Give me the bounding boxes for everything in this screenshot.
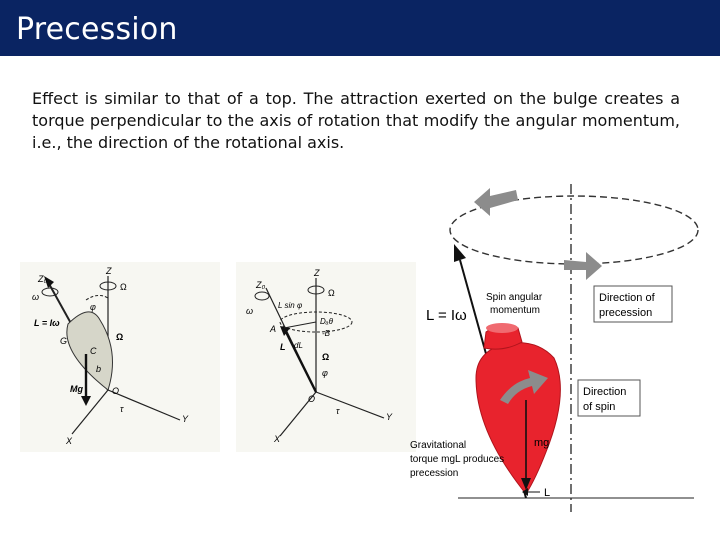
mid-label-y: Y (386, 412, 393, 422)
middle-precession-diagram (236, 262, 416, 452)
label-b: b (96, 364, 102, 374)
mid-label-phi: φ (322, 368, 328, 378)
grav-torque-line3: precession (410, 468, 459, 479)
body-paragraph: Effect is similar to that of a top. The attraction exerted on the bulge creates a torque perpendicular to the axis of rotation that modify the angular momentum, i.e., the direction of the rotational axis. (32, 89, 680, 152)
mid-label-tau: τ (336, 406, 340, 416)
mid-label-a: A (270, 324, 277, 334)
label-y: Y (182, 414, 189, 424)
title-bar (0, 0, 720, 56)
label-g: G (60, 336, 68, 346)
label-phi: φ (90, 302, 96, 312)
label-omega-small: ω (32, 292, 40, 302)
mid-label-l-sin-phi: L sin φ (278, 301, 303, 310)
label-omega-big: Ω (120, 282, 127, 292)
label-z0: Z₀ (38, 274, 48, 284)
label-c: C (90, 346, 97, 356)
direction-precession-line1: Direction of (599, 292, 655, 304)
mid-label-dl: dL (294, 341, 303, 350)
grav-torque-line1: Gravitational (410, 440, 467, 451)
label-l-eq: L = Iω (34, 318, 60, 328)
mid-label-o: O (308, 394, 316, 404)
label-omega-bold: Ω (116, 332, 124, 342)
direction-spin-line1: Direction (583, 386, 627, 398)
mid-label-x: X (274, 434, 281, 444)
label-x: X (66, 436, 73, 446)
precession-arrow-top (474, 188, 518, 216)
grav-torque-line2: torque mgL produces (410, 454, 505, 465)
mid-label-b-minus: -B (322, 329, 330, 338)
mid-label-z0: Z₀ (256, 280, 266, 290)
mid-label-d: Dₐθ (320, 317, 333, 326)
red-spinning-top (476, 323, 560, 494)
label-mg: Mg (70, 384, 83, 394)
mid-label-omega-small: ω (246, 306, 254, 316)
right-l-eq: L = Iω (426, 307, 467, 324)
left-top-diagram (20, 262, 220, 452)
slide-title: Precession (16, 12, 178, 47)
mid-label-omega-big: Ω (328, 288, 335, 298)
right-precession-figure (404, 182, 704, 514)
precession-arrow-bottom (564, 252, 602, 280)
spin-angular-line1: Spin angular (486, 292, 543, 303)
direction-spin-line2: of spin (583, 401, 616, 413)
spin-angular-line2: momentum (490, 305, 541, 316)
mg-label: mg (534, 437, 550, 449)
mid-label-z: Z (314, 268, 320, 278)
mid-label-l: L (280, 342, 286, 352)
label-o: O (112, 386, 120, 396)
lever-l-label: L (544, 487, 551, 499)
mid-label-omega-bold: Ω (322, 352, 330, 362)
direction-precession-line2: precession (599, 307, 653, 319)
label-tau: τ (120, 404, 124, 414)
label-z: Z (106, 266, 112, 276)
